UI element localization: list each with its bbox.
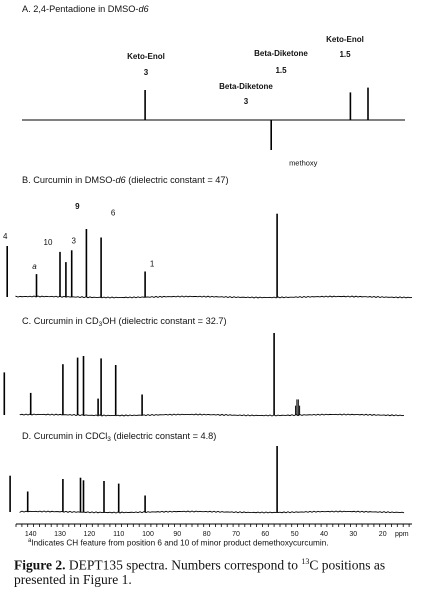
caption-figure-number: Figure 2.	[14, 557, 66, 573]
peak-position-label: 1.5	[275, 66, 287, 75]
footnote-marker: a	[28, 538, 32, 544]
panel-a-title	[22, 4, 150, 14]
title-main: B. Curcumin in DMSO-	[22, 175, 116, 185]
tick-label: 20	[378, 531, 387, 538]
panel-b-title	[22, 175, 229, 185]
peak-label: 3	[71, 236, 76, 246]
caption-text-1: DEPT135 spectra. Numbers correspond to	[65, 557, 302, 573]
ppm-axis	[16, 524, 412, 538]
footnote	[28, 538, 426, 548]
tick-label: 90	[173, 531, 182, 538]
peak-label: 1	[149, 259, 155, 269]
tick-label: 60	[261, 531, 270, 538]
peak-label: 4	[2, 232, 8, 241]
title-rest: OH (dielectric constant = 32.7)	[102, 316, 227, 326]
peak-position-label: 1.5	[339, 50, 351, 59]
tick-label: 100	[142, 531, 154, 538]
peak-position-label: 3	[143, 68, 149, 77]
peak-label: Beta-Diketone	[219, 82, 273, 91]
tick-label: 40	[320, 531, 328, 538]
tick-label: 110	[113, 531, 125, 538]
panel-b	[3, 159, 412, 298]
peak-label: Keto-Enol	[326, 35, 364, 44]
peak-label: 6	[110, 208, 116, 218]
caption-area	[14, 538, 426, 587]
peak-label: Beta-Diketone	[254, 49, 308, 58]
tick-label: 120	[83, 531, 96, 538]
footnote-text: Indicates CH feature from position 6 and 10 of minor product demethoxycurcumin.	[31, 538, 329, 548]
title-main: A. 2,4-Pentadione in DMSO-	[22, 4, 139, 14]
spectra-panels	[3, 4, 412, 513]
tick-label: 140	[24, 531, 37, 538]
peak-position-label: 3	[243, 97, 249, 106]
panel-c-title	[22, 316, 227, 328]
caption-text-2: C positions as presented in Figure 1.	[14, 557, 386, 588]
title-rest: (dielectric constant = 47)	[125, 175, 229, 185]
panel-c	[4, 316, 404, 416]
tick-label: 30	[349, 531, 358, 538]
figure-caption	[14, 554, 426, 588]
tick-label: 80	[202, 531, 211, 538]
title-italic: d6	[115, 175, 126, 185]
tick-label: 70	[232, 531, 240, 538]
panel-d-title	[22, 431, 216, 443]
title-italic: d6	[138, 4, 149, 14]
caption-superscript: 13	[301, 556, 310, 566]
panel-d	[10, 431, 404, 513]
panel-a	[22, 4, 405, 150]
peak-label: a	[32, 262, 37, 272]
peak-label: methoxy	[289, 158, 318, 168]
title-rest: (dielectric constant = 4.8)	[110, 431, 217, 441]
peak-label: 9	[75, 202, 80, 211]
title-subscript: 3	[107, 436, 111, 443]
baseline	[20, 511, 404, 513]
peak-multiplet	[296, 399, 300, 415]
title-subscript: 3	[98, 321, 103, 328]
baseline	[16, 296, 412, 298]
peak-label: 10	[43, 237, 53, 247]
peak-label: Keto-Enol	[127, 52, 165, 61]
tick-label: 130	[54, 531, 66, 538]
title-main: D. Curcumin in CDCl	[22, 431, 108, 441]
tick-label: 50	[290, 531, 299, 538]
axis-label: ppm	[395, 531, 409, 538]
title-main: C. Curcumin in CD	[22, 316, 99, 326]
